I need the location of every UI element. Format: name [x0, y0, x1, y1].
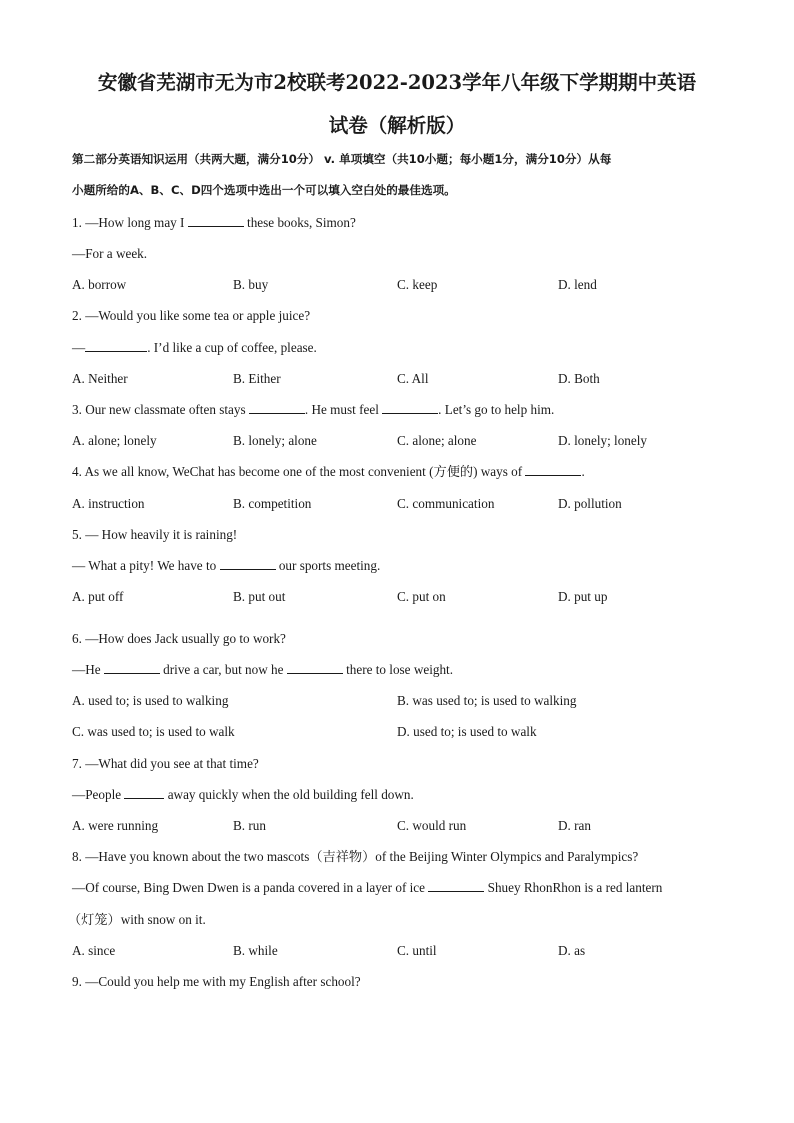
answer-blank — [85, 340, 147, 352]
section-instructions — [72, 144, 732, 206]
question-4-option-b: B. competition — [233, 496, 312, 511]
question-4-stem-end: . — [581, 464, 585, 479]
question-5-reply-end: our sports meeting. — [278, 558, 381, 573]
question-4-stem-start: 4. As we all know, WeChat has become one of the most convenient (方便的) ways of — [72, 464, 523, 479]
question-2-reply-start: — — [72, 340, 86, 355]
answer-blank — [104, 662, 160, 674]
question-6-stem: 6. —How does Jack usually go to work? — [72, 631, 286, 646]
question-6-option-b: B. was used to; is used to walking — [397, 693, 577, 708]
question-5-option-c: C. put on — [397, 589, 446, 604]
question-8-option-b: B. while — [233, 943, 278, 958]
question-6-option-c: C. was used to; is used to walk — [72, 724, 235, 739]
question-2-option-b: B. Either — [233, 371, 281, 386]
question-3-stem-start: 3. Our new classmate often stays — [72, 402, 246, 417]
answer-blank — [188, 215, 244, 227]
question-3-stem-end: . Let’s go to help him. — [438, 402, 555, 417]
answer-blank — [525, 464, 581, 476]
question-6-reply-middle: drive a car, but now he — [163, 662, 284, 677]
question-4-option-a: A. instruction — [72, 496, 145, 511]
page-title-line-1: 安徽省芜湖市无为市2校联考2022-2023学年八年级下学期期中英语 — [97, 71, 697, 94]
answer-blank — [124, 787, 164, 799]
question-1-option-d: D. lend — [558, 277, 597, 292]
question-7-option-d: D. ran — [558, 818, 591, 833]
question-3-option-d: D. lonely; lonely — [558, 433, 648, 448]
question-5-reply — [72, 557, 380, 575]
answer-blank — [220, 558, 276, 570]
question-2-stem: 2. —Would you like some tea or apple juice? — [72, 308, 311, 323]
question-8-reply — [72, 879, 662, 897]
question-7-reply-end: away quickly when the old building fell down. — [167, 787, 414, 802]
question-5-stem: 5. — How heavily it is raining! — [72, 527, 238, 542]
question-6-option-d: D. used to; is used to walk — [397, 724, 537, 739]
question-6-reply-start: —He — [72, 662, 101, 677]
question-7-option-b: B. run — [233, 818, 266, 833]
instructions-line-1: 第二部分英语知识运用（共两大题，满分10分） v. 单项填空（共10小题；每小题1分，满分10分）从每 — [72, 152, 612, 166]
question-1-reply: —For a week. — [72, 246, 148, 261]
answer-blank — [382, 402, 438, 414]
question-5-option-b: B. put out — [233, 589, 286, 604]
question-7-option-a: A. were running — [72, 818, 159, 833]
question-8-option-d: D. as — [558, 943, 586, 958]
question-8-stem: 8. —Have you known about the two mascots（吉祥物）of the Beijing Winter Olympics and Paralympics? — [72, 849, 639, 864]
question-3-option-c: C. alone; alone — [397, 433, 477, 448]
question-8-option-c: C. until — [397, 943, 437, 958]
question-4-stem — [72, 463, 585, 481]
question-1-stem-end: these books, Simon? — [247, 215, 356, 230]
question-3-option-b: B. lonely; alone — [233, 433, 317, 448]
question-7-stem: 7. —What did you see at that time? — [72, 756, 259, 771]
question-7-reply — [72, 786, 414, 804]
page-title-line-2: 试卷（解析版） — [328, 114, 466, 137]
question-1-option-b: B. buy — [233, 277, 269, 292]
instructions-line-2: 小题所给的A、B、C、D四个选项中选出一个可以填入空白处的最佳选项。 — [72, 183, 456, 197]
question-2-reply — [72, 339, 317, 357]
question-8-reply-end: Shuey RhonRhon is a red lantern — [487, 880, 663, 895]
answer-blank — [428, 880, 484, 892]
question-6-option-a: A. used to; is used to walking — [72, 693, 229, 708]
question-8-reply-start: —Of course, Bing Dwen Dwen is a panda covered in a layer of ice — [72, 880, 426, 895]
question-2-option-d: D. Both — [558, 371, 600, 386]
question-1-stem-start: 1. —How long may I — [72, 215, 185, 230]
question-4-option-d: D. pollution — [558, 496, 622, 511]
question-1-stem — [72, 214, 356, 232]
question-1-option-c: C. keep — [397, 277, 438, 292]
question-4-option-c: C. communication — [397, 496, 495, 511]
answer-blank — [249, 402, 305, 414]
question-2-reply-end: . I’d like a cup of coffee, please. — [147, 340, 317, 355]
answer-blank — [287, 662, 343, 674]
question-3-option-a: A. alone; lonely — [72, 433, 157, 448]
question-3-stem-middle: . He must feel — [304, 402, 379, 417]
question-8-reply-continued: （灯笼）with snow on it. — [68, 912, 206, 927]
question-5-option-d: D. put up — [558, 589, 608, 604]
question-7-option-c: C. would run — [397, 818, 467, 833]
question-7-reply-start: —People — [72, 787, 122, 802]
question-5-option-a: A. put off — [72, 589, 124, 604]
question-1-option-a: A. borrow — [72, 277, 127, 292]
question-3-stem — [72, 401, 554, 419]
question-9-stem: 9. —Could you help me with my English after school? — [72, 974, 361, 989]
question-6-reply — [72, 661, 453, 679]
question-6-reply-end: there to lose weight. — [346, 662, 454, 677]
question-8-option-a: A. since — [72, 943, 116, 958]
question-5-reply-start: — What a pity! We have to — [72, 558, 217, 573]
question-2-option-c: C. All — [397, 371, 429, 386]
question-2-option-a: A. Neither — [72, 371, 128, 386]
